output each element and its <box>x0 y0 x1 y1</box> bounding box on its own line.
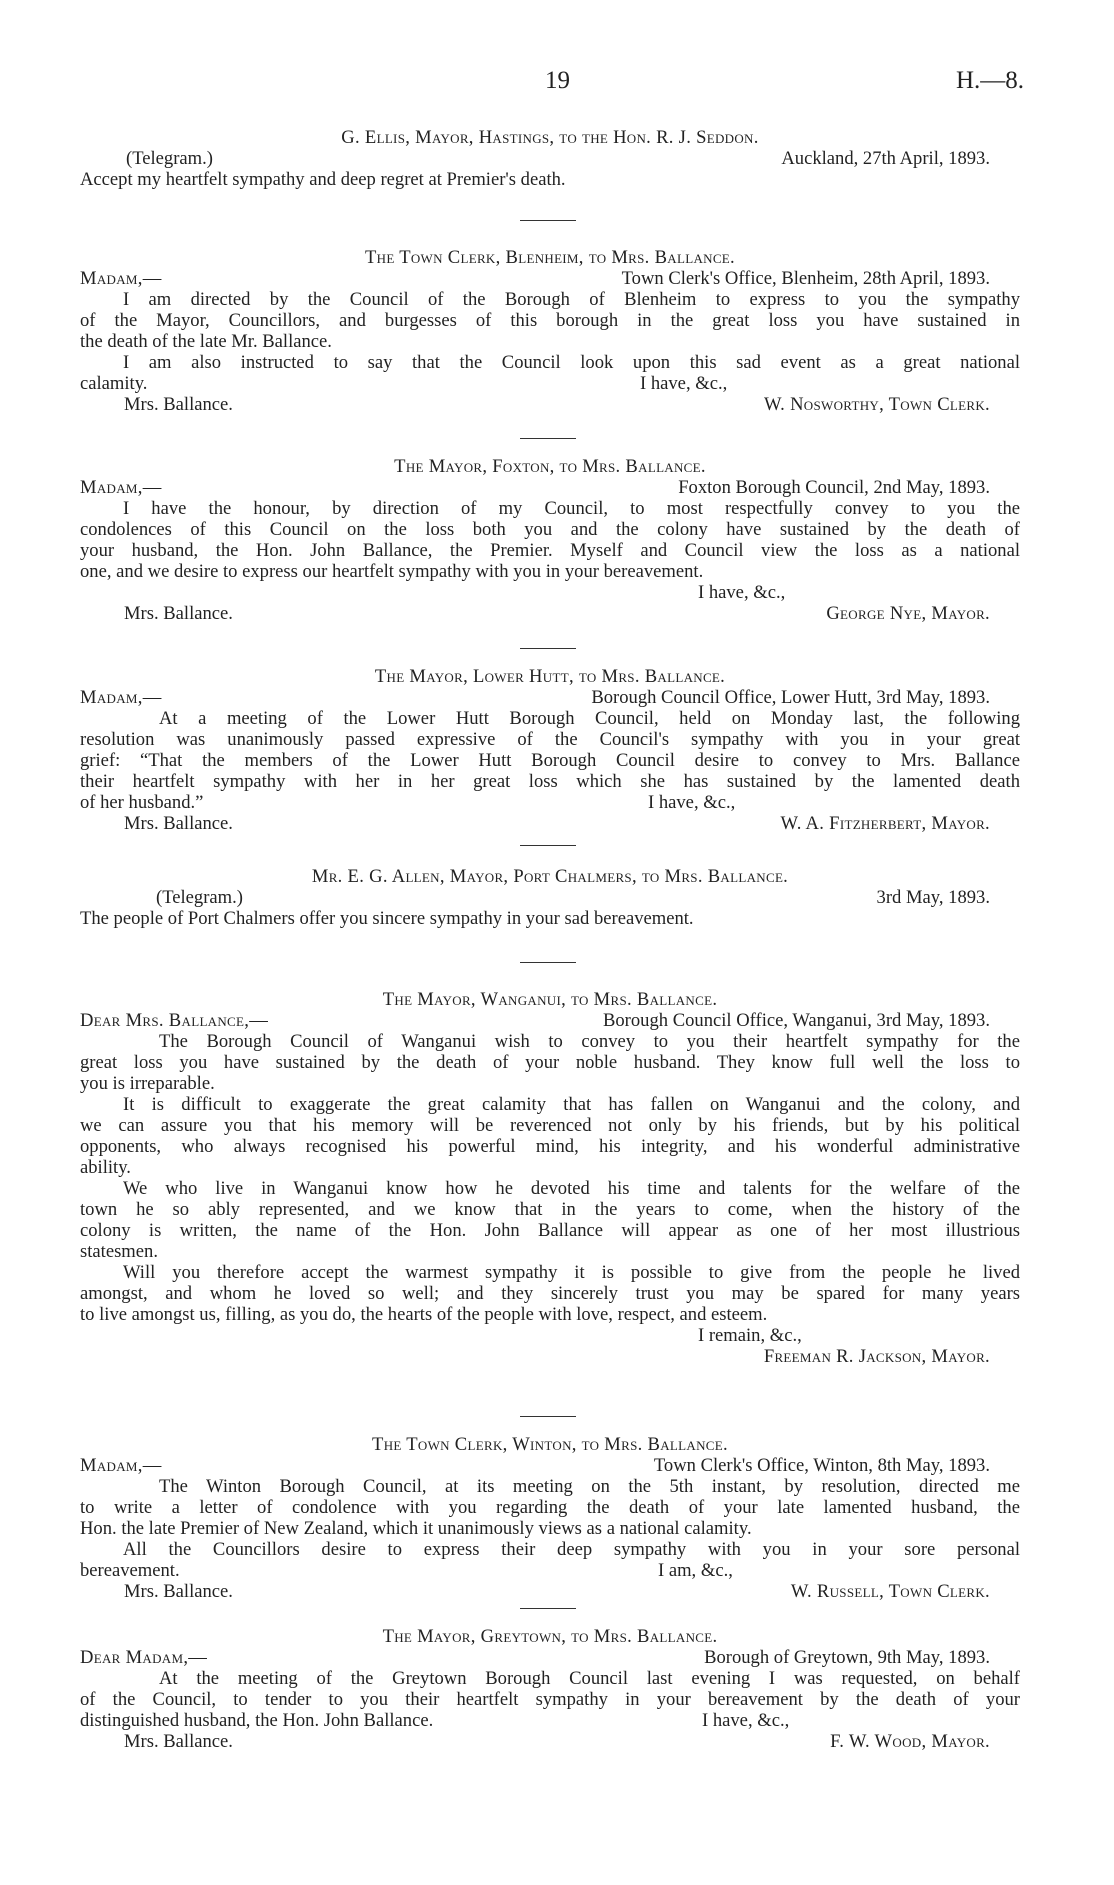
body-line: grief: “That the members of the Lower Hutt Borough Council desire to convey to Mrs. Ballance <box>80 750 1020 771</box>
body-line: distinguished husband, the Hon. John Ballance. <box>80 1710 434 1731</box>
page-number: 19 <box>545 67 570 94</box>
separator-rule <box>520 220 576 221</box>
letter-heading: G. Ellis, Mayor, Hastings, to the Hon. R. J. Seddon. <box>341 127 759 148</box>
body-line: It is difficult to exaggerate the great calamity that has fallen on Wanganui and the colony, and <box>123 1094 1020 1115</box>
body-line: condolences of this Council on the loss both you and the colony have sustained by the death of <box>80 519 1020 540</box>
salutation: Dear Mrs. Ballance,— <box>80 1010 269 1031</box>
addressee: Mrs. Ballance. <box>124 603 233 624</box>
letter-mayor-lower-hutt <box>80 666 1020 834</box>
body-line: bereavement. <box>80 1560 180 1581</box>
letter-heading: The Mayor, Lower Hutt, to Mrs. Ballance. <box>374 666 726 687</box>
letter-town-clerk-blenheim <box>80 247 1020 415</box>
place-date: Auckland, 27th April, 1893. <box>781 148 990 169</box>
body-line: Hon. the late Premier of New Zealand, which it unanimously views as a national calamity. <box>80 1518 752 1539</box>
body-line: of the Mayor, Councillors, and burgesses of this borough in the great loss you have sustained in <box>80 310 1020 331</box>
letter-heading: The Mayor, Greytown, to Mrs. Ballance. <box>382 1626 718 1647</box>
separator-rule <box>520 438 576 439</box>
body-line: ability. <box>80 1157 131 1178</box>
closing: I am, &c., <box>658 1560 733 1581</box>
body-line: Accept my heartfelt sympathy and deep regret at Premier's death. <box>80 169 566 190</box>
body-line: to write a letter of condolence with you regarding the death of your late lamented husband, the <box>80 1497 1020 1518</box>
body-line: All the Councillors desire to express their deep sympathy with you in your sore personal <box>123 1539 1020 1560</box>
document-reference: H.—8. <box>955 67 1024 94</box>
body-line: town he so ably represented, and we know that in the years to come, when the history of the <box>80 1199 1020 1220</box>
body-line: At the meeting of the Greytown Borough Council last evening I was requested, on behalf <box>159 1668 1020 1689</box>
addressee: Mrs. Ballance. <box>124 1581 233 1602</box>
separator-rule <box>520 1416 576 1417</box>
body-line: opponents, who always recognised his powerful mind, his integrity, and his wonderful administrative <box>80 1136 1020 1157</box>
place-date: Borough Council Office, Lower Hutt, 3rd May, 1893. <box>591 687 990 708</box>
body-line: I have the honour, by direction of my Council, to most respectfully convey to you the <box>123 498 1020 519</box>
body-line: calamity. <box>80 373 148 394</box>
body-line: we can assure you that his memory will be reverenced not only by his friends, but by his political <box>80 1115 1020 1136</box>
signature: W. A. Fitzherbert, Mayor. <box>780 813 990 834</box>
letter-mayor-wanganui <box>80 989 1020 1367</box>
body-line: The Winton Borough Council, at its meeting on the 5th instant, by resolution, directed me <box>159 1476 1020 1497</box>
signature: F. W. Wood, Mayor. <box>830 1731 990 1752</box>
body-line: amongst, and whom he loved so well; and they sincerely trust you may be spared for many years <box>80 1283 1020 1304</box>
telegram-label: (Telegram.) <box>156 887 243 908</box>
salutation: Madam,— <box>80 268 162 289</box>
letter-heading: The Mayor, Wanganui, to Mrs. Ballance. <box>382 989 718 1010</box>
salutation: Madam,— <box>80 477 162 498</box>
addressee: Mrs. Ballance. <box>124 813 233 834</box>
body-line: of her husband.” <box>80 792 204 813</box>
body-line: colony is written, the name of the Hon. John Ballance will appear as one of her most illustrious <box>80 1220 1020 1241</box>
letter-heading: The Town Clerk, Winton, to Mrs. Ballance. <box>372 1434 728 1455</box>
place-date: Borough Council Office, Wanganui, 3rd May, 1893. <box>602 1010 990 1031</box>
signature: George Nye, Mayor. <box>826 603 990 624</box>
signature: W. Russell, Town Clerk. <box>790 1581 990 1602</box>
letter-ellis-hastings <box>80 127 1020 190</box>
place-date: Borough of Greytown, 9th May, 1893. <box>704 1647 990 1668</box>
closing: I have, &c., <box>640 373 728 394</box>
body-line: the death of the late Mr. Ballance. <box>80 331 332 352</box>
letter-mayor-greytown <box>80 1626 1020 1752</box>
body-line: great loss you have sustained by the death of your noble husband. They know full well the loss to <box>80 1052 1020 1073</box>
salutation: Madam,— <box>80 1455 162 1476</box>
body-line: one, and we desire to express our heartfelt sympathy with you in your bereavement. <box>80 561 704 582</box>
letter-heading: The Town Clerk, Blenheim, to Mrs. Ballance. <box>365 247 735 268</box>
letter-allen-port-chalmers <box>80 866 1020 929</box>
letter-mayor-foxton <box>80 456 1020 624</box>
body-line: Will you therefore accept the warmest sympathy it is possible to give from the people he lived <box>123 1262 1020 1283</box>
body-line: your husband, the Hon. John Ballance, the Premier. Myself and Council view the loss as a national <box>80 540 1020 561</box>
closing: I have, &c., <box>702 1710 790 1731</box>
body-line: their heartfelt sympathy with her in her great loss which she has sustained by the lamented death <box>80 771 1020 792</box>
body-line: to live amongst us, filling, as you do, the hearts of the people with love, respect, and esteem. <box>80 1304 768 1325</box>
letter-town-clerk-winton <box>80 1434 1020 1602</box>
closing: I have, &c., <box>698 582 786 603</box>
separator-rule <box>520 845 576 846</box>
body-line: We who live in Wanganui know how he devoted his time and talents for the welfare of the <box>123 1178 1020 1199</box>
addressee: Mrs. Ballance. <box>124 1731 233 1752</box>
letter-heading: Mr. E. G. Allen, Mayor, Port Chalmers, to Mrs. Ballance. <box>311 866 789 887</box>
letter-heading: The Mayor, Foxton, to Mrs. Ballance. <box>394 456 706 477</box>
signature: W. Nosworthy, Town Clerk. <box>764 394 990 415</box>
body-line: you is irreparable. <box>80 1073 215 1094</box>
telegram-label: (Telegram.) <box>126 148 213 169</box>
body-line: statesmen. <box>80 1241 158 1262</box>
signature: Freeman R. Jackson, Mayor. <box>763 1346 990 1367</box>
place-date: Town Clerk's Office, Blenheim, 28th April, 1893. <box>621 268 990 289</box>
addressee: Mrs. Ballance. <box>124 394 233 415</box>
salutation: Dear Madam,— <box>80 1647 208 1668</box>
place-date: 3rd May, 1893. <box>876 887 990 908</box>
body-line: The people of Port Chalmers offer you sincere sympathy in your sad bereavement. <box>80 908 694 929</box>
separator-rule <box>520 1608 576 1609</box>
body-line: I am also instructed to say that the Council look upon this sad event as a great national <box>123 352 1020 373</box>
salutation: Madam,— <box>80 687 162 708</box>
body-line: The Borough Council of Wanganui wish to convey to you their heartfelt sympathy for the <box>159 1031 1020 1052</box>
closing: I remain, &c., <box>698 1325 802 1346</box>
place-date: Town Clerk's Office, Winton, 8th May, 1893. <box>653 1455 990 1476</box>
body-line: resolution was unanimously passed expressive of the Council's sympathy with you in your great <box>80 729 1020 750</box>
body-line: of the Council, to tender to you their heartfelt sympathy in your bereavement by the death of your <box>80 1689 1020 1710</box>
closing: I have, &c., <box>648 792 736 813</box>
body-line: I am directed by the Council of the Borough of Blenheim to express to you the sympathy <box>123 289 1020 310</box>
place-date: Foxton Borough Council, 2nd May, 1893. <box>678 477 990 498</box>
separator-rule <box>520 648 576 649</box>
separator-rule <box>520 962 576 963</box>
body-line: At a meeting of the Lower Hutt Borough Council, held on Monday last, the following <box>159 708 1020 729</box>
